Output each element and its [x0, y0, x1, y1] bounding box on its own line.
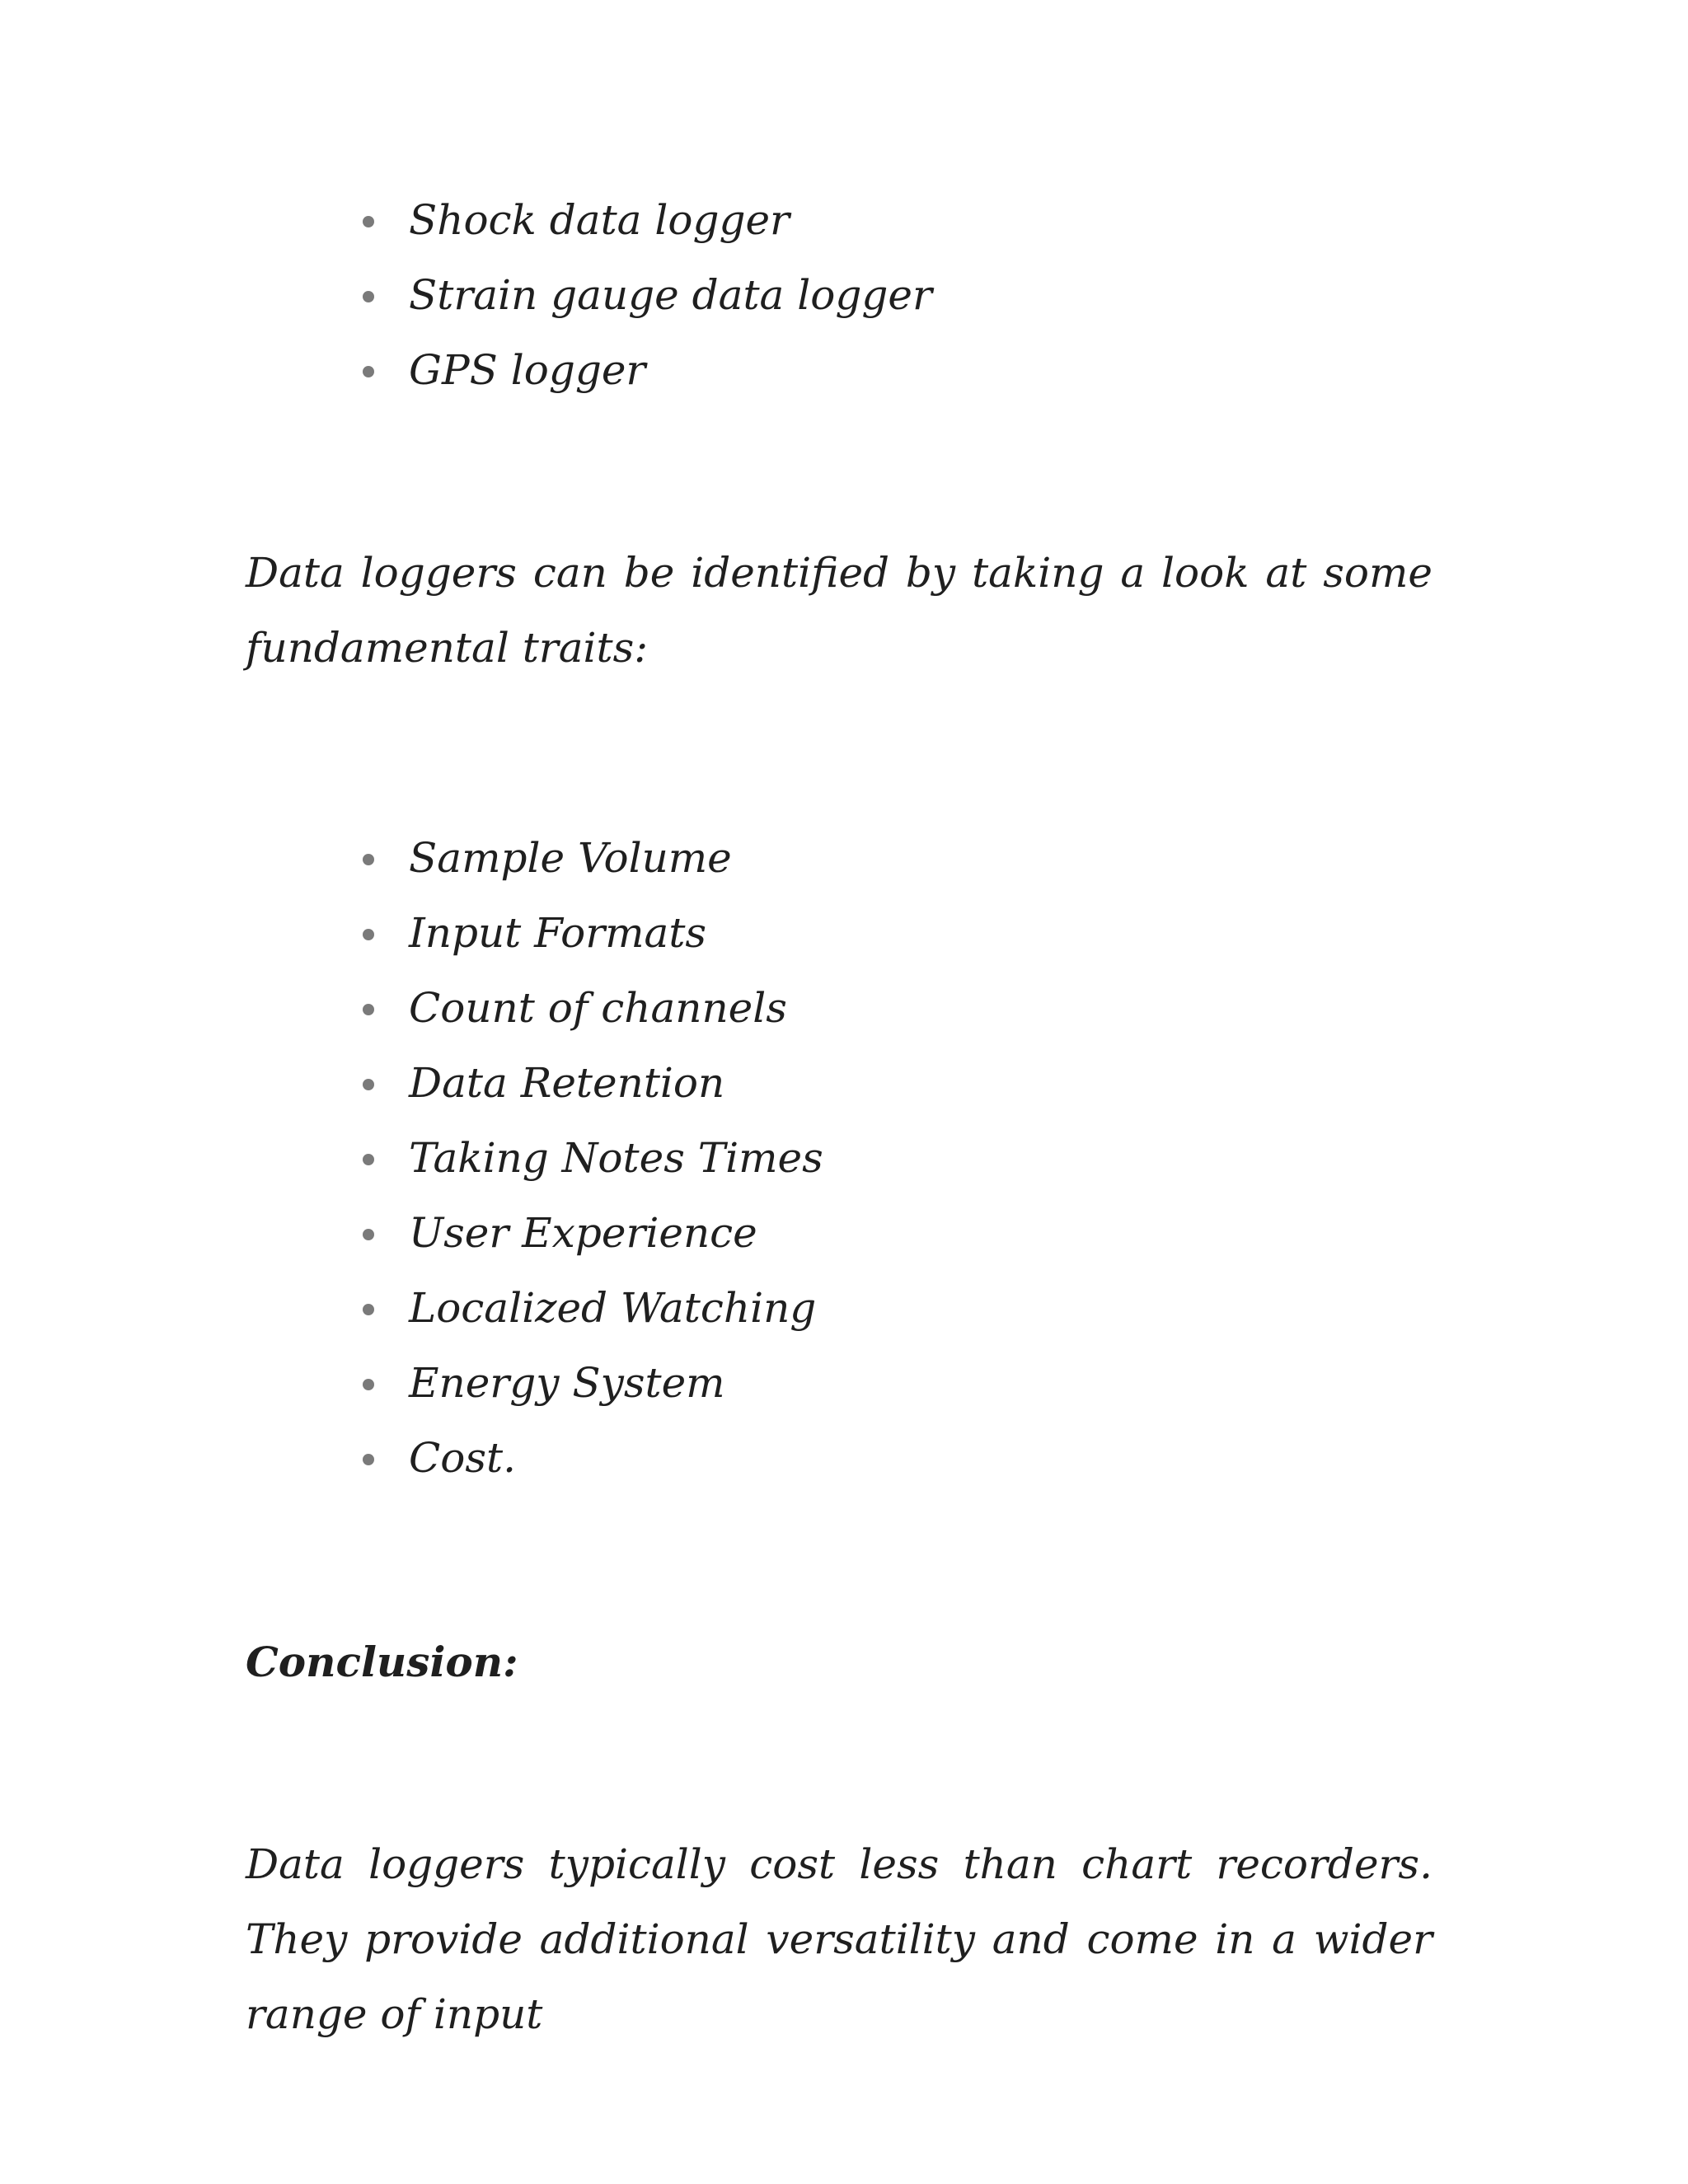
- bullet-icon: [363, 366, 374, 377]
- list-item-text: Taking Notes Times: [409, 1134, 823, 1182]
- conclusion-paragraph: Data loggers typically cost less than chart recorders. They provide additional versatility and come in a wider range of input: [246, 1840, 1432, 2038]
- bullet-icon: [363, 1304, 374, 1315]
- list-item-text: GPS logger: [409, 346, 646, 394]
- bullet-icon: [363, 1004, 374, 1015]
- list-item-text: Energy System: [409, 1359, 725, 1407]
- list-item-text: Localized Watching: [409, 1284, 817, 1332]
- bullet-icon: [363, 1454, 374, 1465]
- list-item-text: Cost.: [409, 1434, 517, 1482]
- bullet-icon: [363, 1079, 374, 1090]
- list-item-text: User Experience: [409, 1209, 757, 1257]
- bullet-icon: [363, 291, 374, 302]
- list-item-text: Sample Volume: [409, 834, 732, 882]
- conclusion-heading: Conclusion:: [246, 1638, 518, 1686]
- list-item-text: Data Retention: [409, 1059, 725, 1107]
- list-item-text: Input Formats: [409, 909, 707, 957]
- list-item-text: Shock data logger: [409, 196, 790, 244]
- list-item-text: Count of channels: [409, 984, 787, 1032]
- list-item-text: Strain gauge data logger: [409, 271, 932, 319]
- bullet-icon: [363, 929, 374, 940]
- bullet-icon: [363, 854, 374, 865]
- bullet-icon: [363, 1229, 374, 1240]
- traits-intro-paragraph: Data loggers can be identified by taking a look at some fundamental traits:: [246, 549, 1432, 672]
- bullet-icon: [363, 1154, 374, 1165]
- bullet-icon: [363, 1379, 374, 1390]
- bullet-icon: [363, 216, 374, 227]
